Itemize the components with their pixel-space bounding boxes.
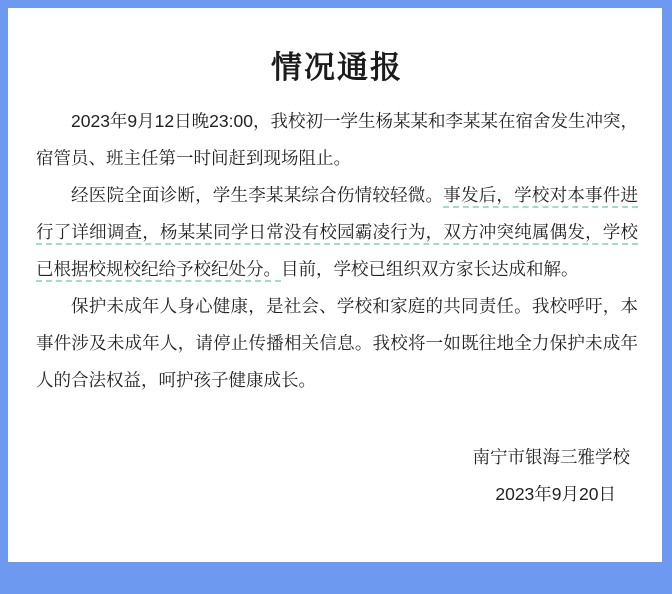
paragraph-2-text-plain-tail: 目前，学校已组织双方家长达成和解。 bbox=[281, 259, 579, 279]
notice-card bbox=[8, 8, 662, 562]
notice-paragraph-3: 保护未成年人身心健康，是社会、学校和家庭的共同责任。我校呼吁，本事件涉及未成年人，请停止传播相关信息。我校将一如既往地全力保护未成年人的合法权益，呵护孩子健康成长。 bbox=[36, 296, 638, 390]
notice-paragraph-1: 2023年9月12日晚23:00，我校初一学生杨某某和李某某在宿舍发生冲突，宿管员、班主任第一时间赶到现场阻止。 bbox=[36, 111, 638, 168]
paragraph-2-text-underlined: 事发后，学校对本事件进行了详细调查，杨某某同学日常没有校园霸凌行为，双方冲突纯属偶发，学校已根据校规校纪给予校纪处分。 bbox=[36, 185, 639, 279]
signature-school-name: 南宁市银海三雅学校 bbox=[472, 447, 630, 467]
notice-signoff bbox=[36, 439, 638, 513]
signature-date: 2023年9月20日 bbox=[495, 484, 616, 504]
notice-paragraph-2 bbox=[36, 177, 638, 288]
notice-title: 情况通报 bbox=[271, 50, 403, 85]
paragraph-2-text-plain-lead: 经医院全面诊断，学生李某某综合伤情较轻微。 bbox=[71, 185, 444, 205]
